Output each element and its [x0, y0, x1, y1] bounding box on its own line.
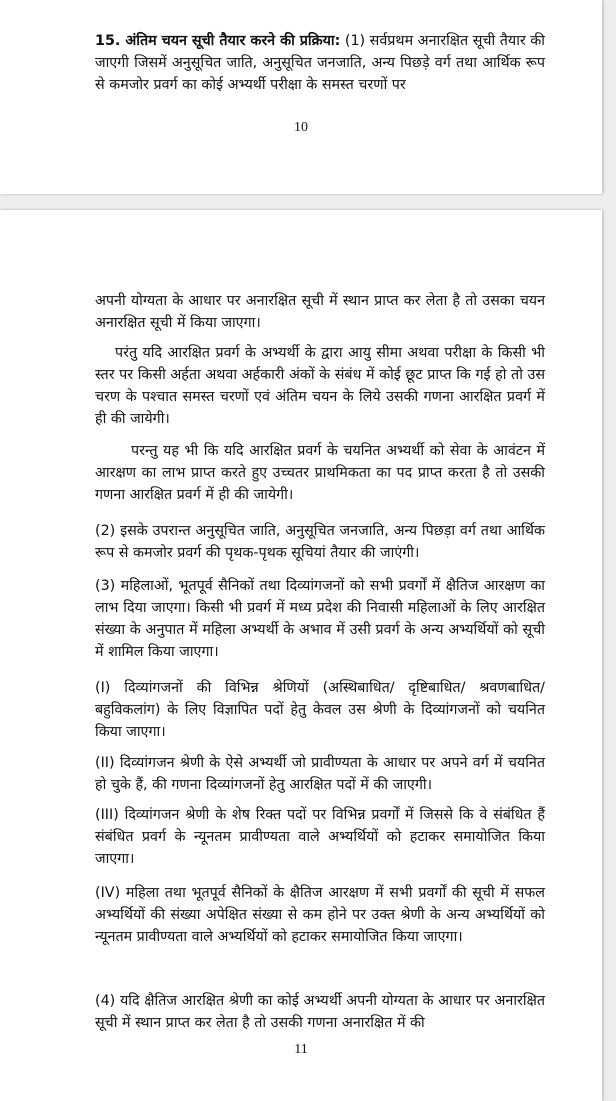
paragraph: (4) यदि क्षैतिज आरक्षित श्रेणी का कोई अभ्यर्थी अपनी योग्यता के आधार पर अनारक्षित सूची में स्थान प्राप्त कर लेता है तो उसकी गणना अनारक्षित में की: [95, 993, 545, 1031]
paragraph: परन्तु यह भी कि यदि आरक्षित प्रवर्ग के चयनित अभ्यर्थी को सेवा के आवंटन में आरक्षण का लाभ प्राप्त करते हुए उच्चतर प्राथमिकता का पद प्राप्त करता है तो उसकी गणना आरक्षित प्रवर्ग में ही की जायेगी।: [95, 443, 545, 503]
section-heading: 15. अंतिम चयन सूची तैयार करने की प्रक्रिया:: [95, 33, 341, 49]
page-top: [0, 0, 602, 194]
page-bottom: [0, 210, 602, 1101]
paragraph: परंतु यदि आरक्षित प्रवर्ग के अभ्यर्थी के द्वारा आयु सीमा अथवा परीक्षा के किसी भी स्तर पर किसी अर्हता अथवा अर्हकारी अंकों के संबंध में कोई छूट प्राप्त कि गई हो तो उस चरण के पश्चात समस्त चरणों एवं अंतिम चयन के लिये उसकी गणना आरक्षित प्रवर्ग में ही की जायेगी।: [95, 345, 545, 427]
paragraph: (I) दिव्यांगजनों की विभिन्न श्रेणियों (अस्थिबाधित/ दृष्टिबाधित/ श्रवणबाधित/ बहुविकलांग) के लिए विज्ञापित पदों हेतु केवल उस श्रेणी के दिव्यांगजनों को चयनित किया जाएगा।: [95, 680, 545, 740]
paragraph: (IV) महिला तथा भूतपूर्व सैनिकों के क्षैतिज आरक्षण में सभी प्रवर्गों की सूची में सफल अभ्यर्थियों की संख्या अपेक्षित संख्या से कम होने पर उक्त श्रेणी के अन्य अभ्यर्थियों को न्यूनतम प्रावीण्यता वाले अभ्यर्थियों को हटाकर समायोजित किया जाएगा।: [95, 885, 545, 945]
paragraph: (III) दिव्यांगजन श्रेणी के शेष रिक्त पदों पर विभिन्न प्रवर्गों में जिससे कि वे संबंधित हैं संबंधित प्रवर्ग के न्यूनतम प्रावीण्यता वाले अभ्यर्थियों को हटाकर समायोजित किया जाएगा।: [95, 807, 545, 867]
page-number: 10: [294, 120, 308, 135]
paragraph: (3) महिलाओं, भूतपूर्व सैनिकों तथा दिव्यांगजनों को सभी प्रवर्गों में क्षैतिज आरक्षण का लाभ दिया जाएगा। किसी भी प्रवर्ग में मध्य प्रदेश की निवासी महिलाओं के लिए आरक्षित संख्या के अनुपात में महिला अभ्यर्थी के अभाव में उसी प्रवर्ग के अन्य अभ्यर्थियों को सूची में शामिल किया जाएगा।: [95, 578, 545, 660]
page-number: 11: [294, 1042, 308, 1057]
paragraph: (II) दिव्यांगजन श्रेणी के ऐसे अभ्यर्थी जो प्रावीण्यता के आधार पर अपने वर्ग में चयनित हो चुके हैं, की गणना दिव्यांगजनों हेतु आरक्षित पदों में की जाएगी।: [95, 755, 545, 793]
paragraph: (2) इसके उपरान्त अनुसूचित जाति, अनुसूचित जनजाति, अन्य पिछड़ा वर्ग तथा आर्थिक रूप से कमजोर प्रवर्ग की पृथक-पृथक सूचियां तैयार की जाएंगी।: [95, 523, 545, 561]
section-intro-text: (1) सर्वप्रथम अनारक्षित सूची तैयार की जाएगी जिसमें अनुसूचित जाति, अनुसूचित जनजाति, अन्य पिछड़े वर्ग तथा आर्थिक रूप से कमजोर प्रवर्ग का कोई अभ्यर्थी परीक्षा के समस्त चरणों पर: [95, 33, 545, 93]
section-15-paragraph: [95, 30, 545, 96]
paragraph: अपनी योग्यता के आधार पर अनारक्षित सूची में स्थान प्राप्त कर लेता है तो उसका चयन अनारक्षित सूची में किया जाएगा।: [95, 293, 545, 331]
